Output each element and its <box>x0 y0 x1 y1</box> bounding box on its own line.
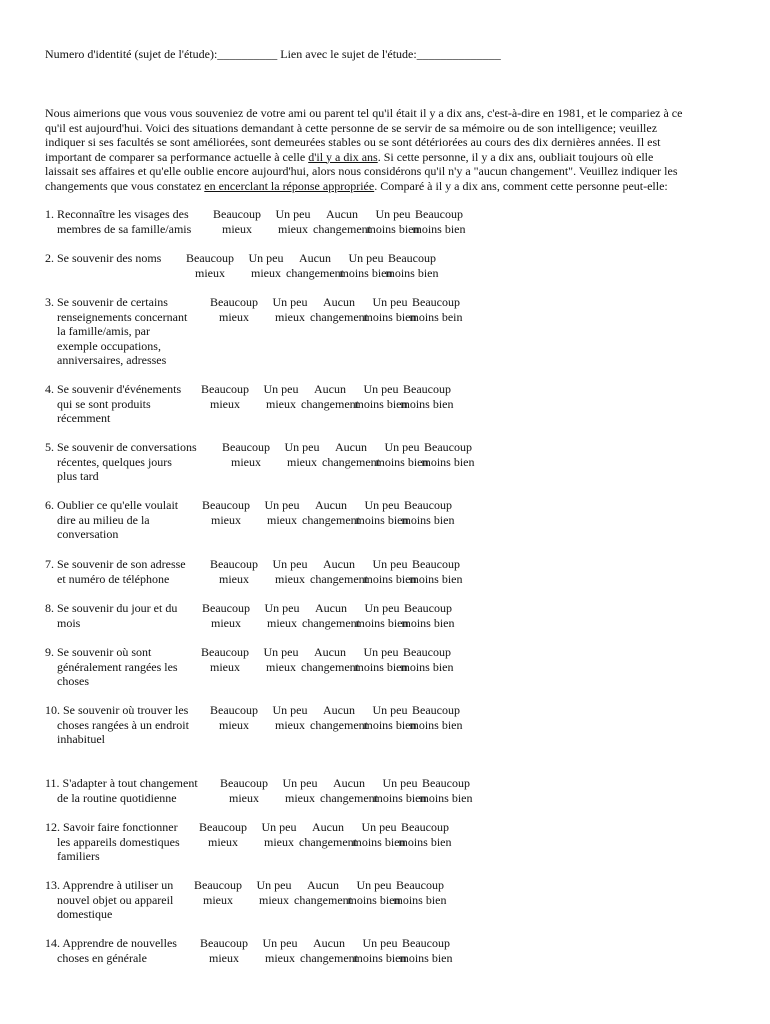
answer-option-line1: Beaucoup <box>213 207 261 221</box>
underlined-phrase: d'il y a dix ans <box>308 149 378 164</box>
question-text <box>45 601 177 630</box>
answer-option-line2: moins bien <box>373 790 427 805</box>
answer-option-line1: Beaucoup <box>194 878 242 892</box>
question-line: récemment <box>57 411 111 426</box>
question-line: récentes, quelques jours <box>57 454 172 469</box>
answer-option-line1: Beaucoup <box>201 382 249 396</box>
answer-option[interactable] <box>179 251 241 280</box>
answer-option-line1: Un peu <box>272 557 308 571</box>
instructions-text: . Comparé à il y a dix ans, comment cette personne peut-elle: <box>374 178 668 193</box>
answer-option-line1: Un peu <box>372 557 408 571</box>
answer-option-line2: moins bein <box>409 309 463 324</box>
answer-option-line2: mieux <box>231 454 261 469</box>
question-line: inhabituel <box>57 732 105 747</box>
answer-option-line1: Beaucoup <box>402 936 450 950</box>
answer-option-line2: moins bien <box>352 834 406 849</box>
answer-option-line1: Beaucoup <box>210 557 258 571</box>
answer-option[interactable] <box>413 776 479 805</box>
answer-option-line2: changement <box>310 717 368 732</box>
question-text <box>45 776 198 805</box>
answer-option-line2: changement <box>302 512 360 527</box>
question-line: 1. Reconnaître les visages des <box>45 207 189 221</box>
answer-option-line2: changement <box>302 615 360 630</box>
question-line: 4. Se souvenir d'événements <box>45 382 182 396</box>
answer-option[interactable] <box>203 703 265 732</box>
question-line: renseignements concernant <box>57 309 188 324</box>
answer-option-line1: Un peu <box>261 820 297 834</box>
answer-option-line2: mieux <box>211 615 241 630</box>
answer-option-line1: Beaucoup <box>404 601 452 615</box>
answer-option-line2: moins bien <box>419 790 473 805</box>
answer-option-line2: moins bien <box>401 615 455 630</box>
answer-option-line1: Aucun <box>299 251 331 265</box>
answer-option-line2: moins bien <box>353 950 407 965</box>
answer-option-line1: Beaucoup <box>210 703 258 717</box>
answer-option-line1: Un peu <box>264 601 300 615</box>
answer-option-line1: Un peu <box>375 207 411 221</box>
answer-option-line1: Beaucoup <box>201 645 249 659</box>
question-line: 9. Se souvenir où sont <box>45 645 152 659</box>
answer-option[interactable] <box>415 440 481 469</box>
instructions-text: . Si cette personne, il y a dix ans, oubliait toujours où elle <box>377 149 654 164</box>
answer-option-line1: Un peu <box>248 251 284 265</box>
question-line: 7. Se souvenir de son adresse <box>45 557 186 571</box>
answer-option[interactable] <box>187 878 249 907</box>
answer-option-line2: moins bien <box>412 221 466 236</box>
answer-option-line2: mieux <box>208 834 238 849</box>
answer-option-line2: changement <box>310 571 368 586</box>
answer-option-line1: Beaucoup <box>403 382 451 396</box>
question-text <box>45 382 181 426</box>
answer-option-line2: moins bien <box>400 396 454 411</box>
answer-option-line1: Un peu <box>363 382 399 396</box>
question-line: 8. Se souvenir du jour et du <box>45 601 178 615</box>
answer-option-line2: moins bien <box>355 512 409 527</box>
answer-option-line1: Un peu <box>275 207 311 221</box>
answer-option-line1: Aucun <box>307 878 339 892</box>
answer-option-line1: Beaucoup <box>210 295 258 309</box>
question-line: conversation <box>57 527 119 542</box>
question-text <box>45 207 191 236</box>
answer-option-line1: Un peu <box>263 645 299 659</box>
answer-option-line1: Beaucoup <box>220 776 268 790</box>
answer-option[interactable] <box>393 936 459 965</box>
answer-option-line1: Un peu <box>284 440 320 454</box>
answer-option-line1: Aucun <box>313 936 345 950</box>
answer-option-line2: moins bien <box>363 717 417 732</box>
question-text <box>45 703 189 747</box>
instructions-line: laissait ses affaires et qu'elle oublie encore aujourd'hui, alors nous considérons qu'il n'y a "aucun changement". Veuillez indiquer les <box>45 164 678 178</box>
answer-option-line2: moins bien <box>409 717 463 732</box>
answer-option[interactable] <box>203 557 265 586</box>
question-text <box>45 498 178 542</box>
answer-option[interactable] <box>206 207 268 236</box>
question-line: domestique <box>57 907 113 922</box>
question-line: de la routine quotidienne <box>57 790 177 805</box>
answer-option-line2: changement <box>313 221 371 236</box>
answer-option[interactable] <box>213 776 275 805</box>
answer-option-line2: mieux <box>278 221 308 236</box>
answer-option-line2: moins bien <box>347 892 401 907</box>
answer-option-line1: Beaucoup <box>202 498 250 512</box>
answer-option-line2: moins bien <box>375 454 429 469</box>
answer-option[interactable] <box>203 295 265 324</box>
question-text <box>45 295 187 368</box>
instructions-line: Nous aimerions que vous vous souveniez de votre ami ou parent tel qu'il était il y a dix ans, c'est-à-dire en 1981, et le compariez à ce <box>45 106 683 120</box>
answer-option-line2: changement <box>322 454 380 469</box>
question-line: dire au milieu de la <box>57 512 150 527</box>
question-text <box>45 557 186 586</box>
answer-option-line1: Aucun <box>333 776 365 790</box>
answer-option-line2: changement <box>299 834 357 849</box>
answer-option-line1: Beaucoup <box>404 498 452 512</box>
answer-option-line1: Beaucoup <box>412 557 460 571</box>
answer-option-line2: mieux <box>210 659 240 674</box>
answer-option-line1: Un peu <box>264 498 300 512</box>
instructions-text: changements que vous constatez <box>45 178 205 193</box>
answer-option-line1: Aucun <box>315 601 347 615</box>
answer-option-line2: changement <box>300 950 358 965</box>
answer-option-line1: Un peu <box>363 645 399 659</box>
answer-option-line2: moins bien <box>355 615 409 630</box>
question-line: 6. Oublier ce qu'elle voulait <box>45 498 179 512</box>
answer-option-line2: mieux <box>275 571 305 586</box>
answer-option-line2: mieux <box>210 396 240 411</box>
question-text <box>45 440 197 484</box>
answer-option-line1: Beaucoup <box>186 251 234 265</box>
answer-option-line2: mieux <box>285 790 315 805</box>
underlined-phrase: en encerclant la réponse appropriée <box>204 178 375 193</box>
question-line: 5. Se souvenir de conversations <box>45 440 197 454</box>
answer-option-line2: moins bien <box>400 659 454 674</box>
answer-option-line2: mieux <box>266 659 296 674</box>
answer-option-line1: Beaucoup <box>401 820 449 834</box>
answer-option-line1: Beaucoup <box>202 601 250 615</box>
answer-option-line2: mieux <box>264 834 294 849</box>
answer-option[interactable] <box>403 295 469 324</box>
question-text <box>45 936 177 965</box>
answer-option-line2: moins bien <box>385 265 439 280</box>
answer-option-line1: Aucun <box>323 557 355 571</box>
question-text <box>45 645 178 689</box>
answer-option-line1: Un peu <box>348 251 384 265</box>
instructions-line <box>45 150 725 165</box>
answer-option[interactable] <box>395 498 461 527</box>
instructions-text: important de comparer sa performance actuelle à celle <box>45 149 309 164</box>
question-text <box>45 251 161 266</box>
answer-option[interactable] <box>215 440 277 469</box>
question-line: exemple occupations, <box>57 338 161 353</box>
answer-option-line1: Un peu <box>256 878 292 892</box>
question-line: choses <box>57 674 89 689</box>
answer-option-line1: Un peu <box>384 440 420 454</box>
answer-option-line2: moins bien <box>339 265 393 280</box>
answer-option-line1: Aucun <box>323 703 355 717</box>
question-line: mois <box>57 615 81 630</box>
answer-option-line2: moins bien <box>401 512 455 527</box>
answer-option-line1: Beaucoup <box>222 440 270 454</box>
answer-option-line2: mieux <box>219 717 249 732</box>
answer-option-line2: moins bien <box>366 221 420 236</box>
answer-option-line1: Beaucoup <box>424 440 472 454</box>
answer-option-line1: Un peu <box>282 776 318 790</box>
instructions-line: indiquer si ses facultés se sont améliorées, sont demeurées stables ou se sont détériorées au cours des dix dernières années. Il est <box>45 135 661 149</box>
answer-option[interactable] <box>194 382 256 411</box>
answer-option[interactable] <box>394 645 460 674</box>
answer-option-line1: Beaucoup <box>415 207 463 221</box>
answer-option-line2: moins bien <box>409 571 463 586</box>
answer-option-line2: moins bien <box>399 950 453 965</box>
answer-option-line1: Beaucoup <box>422 776 470 790</box>
instructions-line: qu'il est aujourd'hui. Voici des situations demandant à cette personne de se servir de sa mémoire ou de son intelligence; veuillez <box>45 120 658 135</box>
answer-option-line1: Beaucoup <box>412 295 460 309</box>
answer-option-line2: changement <box>320 790 378 805</box>
answer-option-line1: Un peu <box>372 295 408 309</box>
answer-option-line1: Aucun <box>314 382 346 396</box>
question-line: choses rangées à un endroit <box>57 717 189 732</box>
question-line: et numéro de téléphone <box>57 571 170 586</box>
question-line: qui se sont produits <box>57 396 151 411</box>
answer-option-line1: Un peu <box>272 703 308 717</box>
answer-option-line1: Aucun <box>314 645 346 659</box>
answer-option[interactable] <box>387 878 453 907</box>
question-line: familiers <box>57 849 100 864</box>
question-text <box>45 820 180 864</box>
answer-option-line1: Un peu <box>361 820 397 834</box>
answer-option[interactable] <box>195 498 257 527</box>
answer-option-line1: Aucun <box>323 295 355 309</box>
answer-option-line1: Beaucoup <box>388 251 436 265</box>
answer-option-line1: Beaucoup <box>200 936 248 950</box>
answer-option-line1: Aucun <box>315 498 347 512</box>
answer-option-line1: Un peu <box>263 382 299 396</box>
answer-option-line1: Beaucoup <box>199 820 247 834</box>
answer-option[interactable] <box>379 251 445 280</box>
answer-option-line2: moins bien <box>393 892 447 907</box>
question-line: les appareils domestiques <box>57 834 180 849</box>
answer-option[interactable] <box>194 645 256 674</box>
answer-option-line1: Un peu <box>382 776 418 790</box>
answer-option-line2: moins bien <box>421 454 475 469</box>
question-line: 10. Se souvenir où trouver les <box>45 703 189 717</box>
answer-option-line2: moins bien <box>354 396 408 411</box>
answer-option-line2: changement <box>294 892 352 907</box>
answer-option[interactable] <box>395 601 461 630</box>
answer-option-line2: changement <box>301 396 359 411</box>
question-line: plus tard <box>57 469 99 484</box>
question-line: 11. S'adapter à tout changement <box>45 776 198 790</box>
answer-option-line2: changement <box>310 309 368 324</box>
answer-option-line2: mieux <box>219 309 249 324</box>
answer-option[interactable] <box>193 936 255 965</box>
answer-option-line1: Aucun <box>312 820 344 834</box>
answer-option[interactable] <box>394 382 460 411</box>
answer-option-line1: Beaucoup <box>412 703 460 717</box>
answer-option-line2: mieux <box>275 309 305 324</box>
answer-option-line2: mieux <box>222 221 252 236</box>
answer-option-line2: changement <box>301 659 359 674</box>
answer-option-line1: Un peu <box>364 498 400 512</box>
answer-option[interactable] <box>392 820 458 849</box>
answer-option-line2: mieux <box>219 571 249 586</box>
answer-option-line1: Un peu <box>356 878 392 892</box>
study-id-header: Numero d'identité (sujet de l'étude):__________ Lien avec le sujet de l'étude:______________ <box>45 47 501 61</box>
instructions-line <box>45 179 725 194</box>
answer-option-line1: Un peu <box>362 936 398 950</box>
instructions-paragraph <box>45 106 725 193</box>
answer-option-line2: mieux <box>265 950 295 965</box>
answer-option-line2: mieux <box>259 892 289 907</box>
answer-option-line2: changement <box>286 265 344 280</box>
answer-option-line2: mieux <box>266 396 296 411</box>
question-line: 14. Apprendre de nouvelles <box>45 936 177 950</box>
question-line: nouvel objet ou appareil <box>57 892 174 907</box>
answer-option[interactable] <box>195 601 257 630</box>
answer-option-line2: mieux <box>267 512 297 527</box>
answer-option-line2: mieux <box>195 265 225 280</box>
question-line: choses en générale <box>57 950 147 965</box>
answer-option-line2: mieux <box>267 615 297 630</box>
answer-option-line2: mieux <box>211 512 241 527</box>
answer-option[interactable] <box>406 207 472 236</box>
answer-option-line2: moins bien <box>398 834 452 849</box>
question-line: généralement rangées les <box>57 659 178 674</box>
answer-option-line2: moins bien <box>354 659 408 674</box>
answer-option-line1: Aucun <box>335 440 367 454</box>
answer-option-line2: mieux <box>287 454 317 469</box>
question-line: 3. Se souvenir de certains <box>45 295 168 309</box>
answer-option-line2: mieux <box>203 892 233 907</box>
question-line: membres de sa famille/amis <box>57 221 192 236</box>
answer-option-line1: Un peu <box>372 703 408 717</box>
answer-option-line1: Un peu <box>364 601 400 615</box>
answer-option[interactable] <box>192 820 254 849</box>
answer-option-line2: moins bien <box>363 309 417 324</box>
answer-option-line2: mieux <box>275 717 305 732</box>
question-line: 12. Savoir faire fonctionner <box>45 820 178 834</box>
answer-option-line2: mieux <box>251 265 281 280</box>
answer-option[interactable] <box>403 557 469 586</box>
answer-option-line1: Beaucoup <box>403 645 451 659</box>
question-line: 2. Se souvenir des noms <box>45 251 162 265</box>
answer-option-line1: Aucun <box>326 207 358 221</box>
answer-option-line2: mieux <box>229 790 259 805</box>
answer-option-line1: Un peu <box>272 295 308 309</box>
question-line: 13. Apprendre à utiliser un <box>45 878 174 892</box>
answer-option[interactable] <box>403 703 469 732</box>
answer-option-line2: moins bien <box>363 571 417 586</box>
question-line: anniversaires, adresses <box>57 353 167 368</box>
answer-option-line1: Un peu <box>262 936 298 950</box>
question-line: la famille/amis, par <box>57 324 150 339</box>
answer-option-line2: mieux <box>209 950 239 965</box>
question-text <box>45 878 173 922</box>
answer-option-line1: Beaucoup <box>396 878 444 892</box>
